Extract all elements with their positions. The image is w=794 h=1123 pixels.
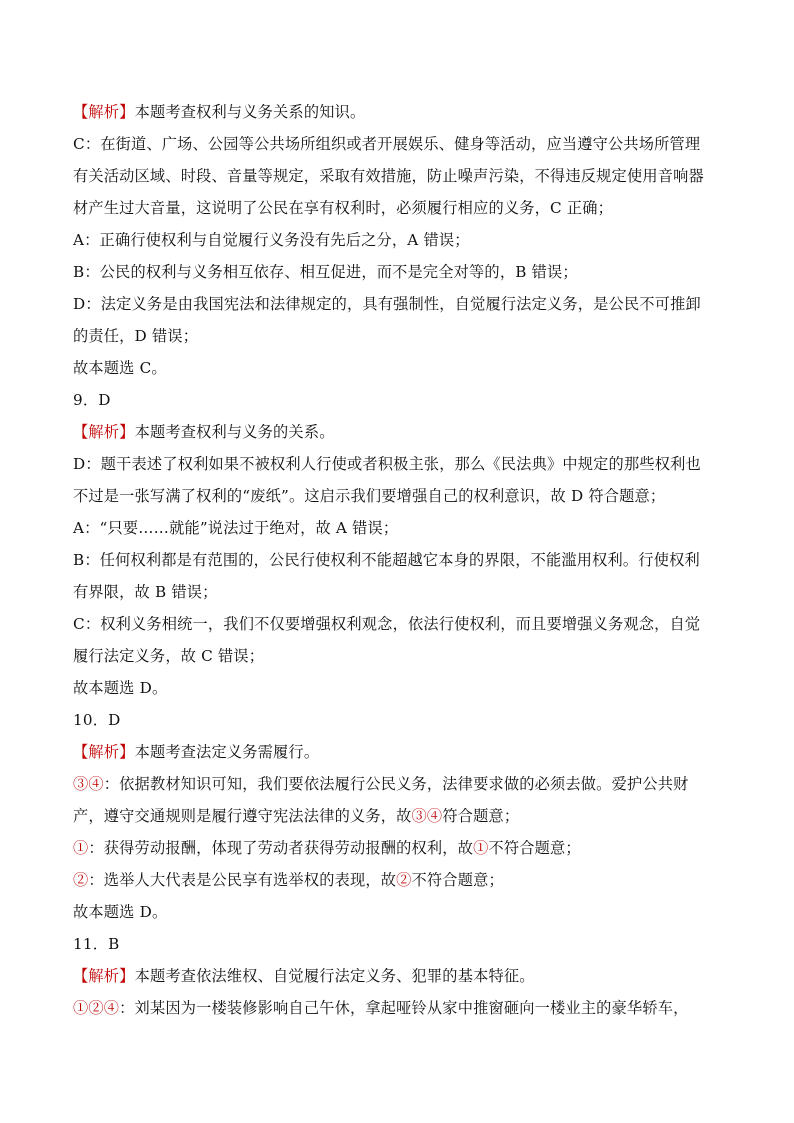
analysis-label: 【解析】 bbox=[73, 423, 135, 441]
q9-option-c-line-1: C：权利义务相统一，我们不仅要增强权利观念，依法行使权利，而且要增强义务观念，自觉 bbox=[73, 615, 701, 633]
q8-option-d-line-1: D：法定义务是由我国宪法和法律规定的，具有强制性，自觉履行法定义务，是公民不可推卸 bbox=[73, 295, 701, 313]
circled-number-mark: ③④ bbox=[73, 775, 104, 793]
q10-items-34-text-2a: 产，遵守交通规则是履行遵守宪法法律的义务，故 bbox=[73, 807, 412, 825]
q10-items-34-text-1: ：依据教材知识可知，我们要依法履行公民义务，法律要求做的必须去做。爱护公共财 bbox=[103, 775, 689, 793]
q8-analysis-line bbox=[73, 96, 723, 128]
q8-option-c-line-1: C：在街道、广场、公园等公共场所组织或者开展娱乐、健身等活动，应当遵守公共场所管理 bbox=[73, 135, 701, 153]
q10-item-2-line bbox=[73, 864, 723, 896]
circled-number-mark: ① bbox=[73, 839, 89, 857]
analysis-label: 【解析】 bbox=[73, 743, 135, 761]
q11-analysis-line bbox=[73, 960, 723, 992]
q11-items-124-line bbox=[73, 992, 723, 1024]
q9-option-d-line-1: D：题干表述了权利如果不被权利人行使或者积极主张，那么《民法典》中规定的那些权利也 bbox=[73, 455, 701, 473]
q9-option-d-line-2: 不过是一张写满了权利的“废纸”。这启示我们要增强自己的权利意识，故 D 符合题意； bbox=[73, 487, 666, 505]
q10-items-34-line-2 bbox=[73, 800, 723, 832]
q10-item-2-text-b: 不符合题意； bbox=[411, 871, 504, 889]
q8-option-a-line: A：正确行使权利与自觉履行义务没有先后之分，A 错误； bbox=[73, 231, 470, 249]
q10-number: 10．D bbox=[73, 711, 121, 729]
q10-item-1-text-a: ：获得劳动报酬，体现了劳动者获得劳动报酬的权利，故 bbox=[88, 839, 474, 857]
q9-option-a-line: A：“只要……就能”说法过于绝对，故 A 错误； bbox=[73, 519, 399, 537]
q9-conclusion: 故本题选 D。 bbox=[73, 679, 168, 697]
q9-analysis-text: 本题考查权利与义务的关系。 bbox=[134, 423, 335, 441]
circled-number-mark: ② bbox=[73, 871, 89, 889]
q10-item-1-text-b: 不符合题意； bbox=[488, 839, 581, 857]
q11-analysis-text: 本题考查依法维权、自觉履行法定义务、犯罪的基本特征。 bbox=[134, 967, 535, 985]
q10-items-34-text-2b: 符合题意； bbox=[442, 807, 520, 825]
q10-items-34-line-1 bbox=[73, 768, 723, 800]
q10-analysis-text: 本题考查法定义务需履行。 bbox=[134, 743, 320, 761]
q11-items-124-text: ：刘某因为一楼装修影响自己午休，拿起哑铃从家中推窗砸向一楼业主的豪华轿车， bbox=[119, 999, 689, 1017]
analysis-label: 【解析】 bbox=[73, 103, 135, 121]
q10-analysis-line bbox=[73, 736, 723, 768]
analysis-label: 【解析】 bbox=[73, 967, 135, 985]
q10-conclusion: 故本题选 D。 bbox=[73, 903, 168, 921]
circled-number-mark: ③④ bbox=[411, 807, 443, 825]
q8-option-d-line-2: 的责任，D 错误； bbox=[73, 327, 199, 345]
circled-number-mark: ② bbox=[396, 871, 412, 889]
q9-option-c-line-2: 履行法定义务，故 C 错误； bbox=[73, 647, 265, 665]
q9-analysis-line bbox=[73, 416, 723, 448]
q8-option-c-line-2: 有关活动区域、时段、音量等规定，采取有效措施，防止噪声污染，不得违反规定使用音响器 bbox=[73, 167, 704, 185]
q10-item-2-text-a: ：选举人大代表是公民享有选举权的表现，故 bbox=[88, 871, 397, 889]
circled-number-mark: ① bbox=[473, 839, 489, 857]
circled-number-mark: ①②④ bbox=[73, 999, 120, 1017]
q9-option-b-line-1: B：任何权利都是有范围的，公民行使权利不能超越它本身的界限，不能滥用权利。行使权利 bbox=[73, 551, 700, 569]
q8-analysis-text: 本题考查权利与义务关系的知识。 bbox=[134, 103, 366, 121]
q8-option-b-line: B：公民的权利与义务相互依存、相互促进，而不是完全对等的，B 错误； bbox=[73, 263, 578, 281]
q10-item-1-line bbox=[73, 832, 723, 864]
q9-option-b-line-2: 有界限，故 B 错误； bbox=[73, 583, 218, 601]
q8-option-c-line-3: 材产生过大音量，这说明了公民在享有权利时，必须履行相应的义务，C 正确； bbox=[73, 199, 614, 217]
answer-analysis-content bbox=[73, 96, 723, 1024]
q11-number: 11．B bbox=[73, 935, 120, 953]
q9-number: 9．D bbox=[73, 391, 111, 409]
q8-conclusion: 故本题选 C。 bbox=[73, 359, 167, 377]
